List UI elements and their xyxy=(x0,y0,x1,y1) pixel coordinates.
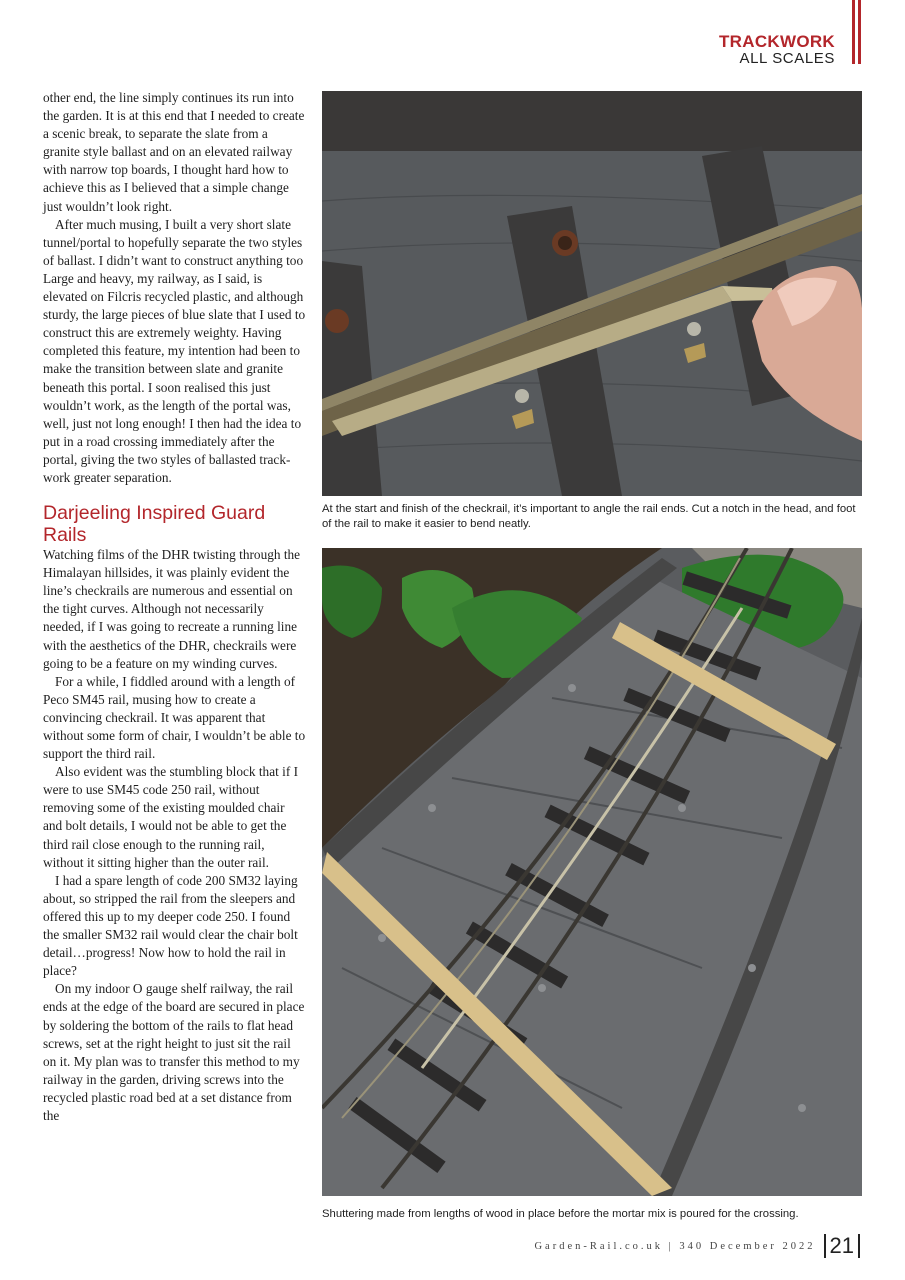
checkrail-photo xyxy=(322,91,862,496)
header-accent-bar xyxy=(858,0,861,64)
footer-divider xyxy=(824,1234,826,1258)
article-paragraph: Also evident was the stumbling block that if I were to use SM45 code 250 rail, without removing some of the existing moulded chair and bolt details, I would not be able to get the third rail close enough to the running rail, without it sitting higher than the outer rail. xyxy=(43,764,298,870)
header-accent-bar xyxy=(852,0,855,64)
section-category: TRACKWORK xyxy=(718,32,835,51)
page-footer xyxy=(534,1233,860,1259)
footer-publication-info: Garden-Rail.co.uk | 340 December 2022 xyxy=(534,1240,816,1252)
section-header xyxy=(719,33,835,67)
article-paragraph: Watching films of the DHR twisting through the Himalayan hillsides, it was plainly evident the line’s checkrails are numerous and essential on the tight curves. Although not necessarily needed, if I was going to recreate a running line with the aesthetics of the DHR, checkrails were going to be a feature on my winding curves. xyxy=(43,547,301,671)
section-subcategory: ALL SCALES xyxy=(739,50,835,67)
article-paragraph: On my indoor O gauge shelf railway, the rail ends at the edge of the board are secured in place by soldering the bottom of the rails to flat head screws, set at the right height to just sit the rail on it. My plan was to transfer this method to my railway in the garden, driving screws into the recycled plastic road bed at a set distance from the xyxy=(43,981,305,1123)
article-paragraph: other end, the line simply continues its run into the garden. It is at this end that I needed to create a scenic break, to separate the slate from a granite style ballast and on an elevated railway with narrow top boards, I thought hard how to achieve this as I believed that a simple change just wouldn’t look right. xyxy=(43,90,305,214)
photo-caption: Shuttering made from lengths of wood in place before the mortar mix is poured for the crossing. xyxy=(322,1208,799,1220)
article-subheading: Darjeeling Inspired Guard Rails xyxy=(43,502,266,547)
page-number: 21 xyxy=(829,1233,854,1258)
footer-divider xyxy=(858,1234,860,1258)
crossing-photo xyxy=(322,548,862,1196)
article-paragraph: I had a spare length of code 200 SM32 laying about, so stripped the rail from the sleepers and offered this up to my deeper code 250. I found the smaller SM32 rail would clear the chair bolt detail…progress! Now how to hold the rail in place? xyxy=(43,872,298,979)
photo-caption: At the start and finish of the checkrail, it’s important to angle the rail ends. Cut a notch in the head, and foot of the rail to make it easier to bend neatly. xyxy=(322,503,856,530)
article-paragraph: After much musing, I built a very short slate tunnel/portal to hopefully separate the two styles of ballast. I didn’t want to construct anything too Large and heavy, my railway, as I said, is elevated on Filcris recycled plastic, and although sturdy, the large pieces of blue slate that I used to construct this are extremely weighty. Having completed this feature, my intention had been to make the transition between slate and granite beneath this portal. I soon realised this just wouldn’t work, as the length of the portal was, well, just not long enough! I then had the idea to put in a road crossing immediately after the portal, giving the two styles of ballasted track-work greater separation. xyxy=(43,216,306,485)
article-column xyxy=(43,89,306,1125)
article-paragraph: For a while, I fiddled around with a length of Peco SM45 rail, musing how to create a convincing checkrail. It was apparent that without some form of chair, I wouldn’t be able to support the third rail. xyxy=(43,673,306,762)
